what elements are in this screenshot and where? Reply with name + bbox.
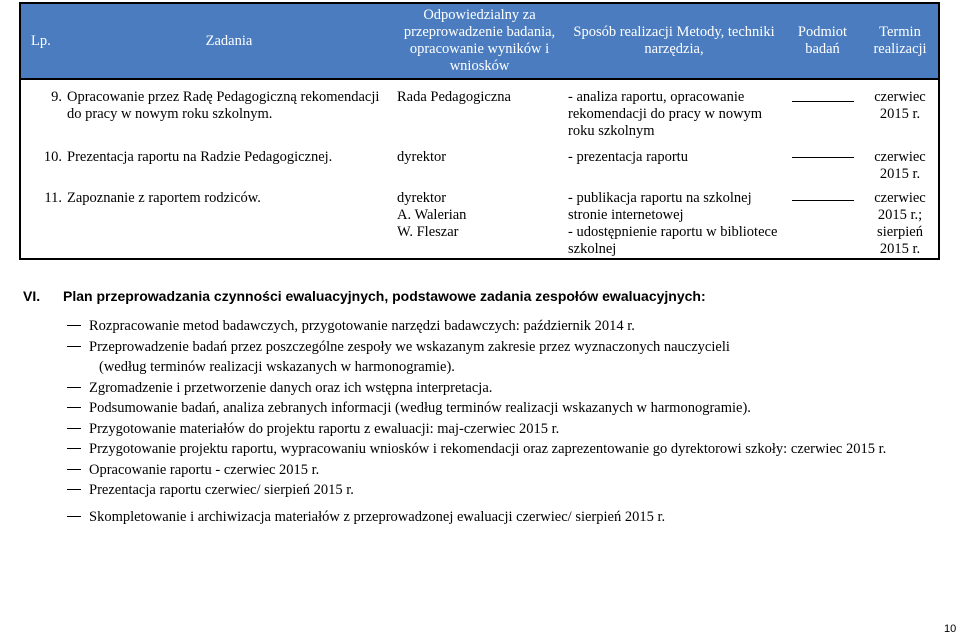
row-sposob: - analiza raportu, opracowanie rekomendacji do pracy w nowym roku szkolnym: [568, 89, 763, 139]
row-zadanie: Zapoznanie z raportem rodziców.: [64, 183, 394, 259]
header-termin: Termin realizacji: [862, 3, 939, 79]
header-sposob: Sposób realizacji Metody, techniki narzędzia,: [565, 3, 783, 79]
schedule-table: [19, 2, 940, 260]
list-item: [67, 398, 947, 419]
termin-line: 2015 r.: [879, 241, 921, 257]
row-zadanie: Opracowanie przez Radę Pedagogiczną rekomendacji do pracy w nowym roku szkolnym.: [67, 89, 380, 122]
list-item-text: Podsumowanie badań, analiza zebranych informacji (według terminów realizacji wskazanych w harmonogramie).: [89, 400, 751, 416]
list-item-text: Przygotowanie materiałów do projektu raportu z ewaluacji: maj-czerwiec 2015 r.: [89, 420, 560, 437]
page-number: 10: [944, 623, 957, 635]
row-zadanie: Prezentacja raportu na Radzie Pedagogicznej.: [67, 149, 333, 165]
method-line: - publikacja raportu na szkolnej stronie internetowej: [568, 190, 752, 223]
row-podmiot: [783, 79, 862, 143]
row-odpowiedzialny: Rada Pedagogiczna: [397, 89, 511, 105]
header-zadania: Zadania: [64, 3, 394, 79]
responsible-line: dyrektor: [397, 190, 447, 206]
table-row: [20, 183, 939, 259]
row-termin: [862, 183, 939, 259]
termin-line: czerwiec: [874, 190, 926, 206]
list-item-text: Prezentacja raportu czerwiec/ sierpień 2015 r.: [89, 482, 354, 498]
table-row: [20, 143, 939, 183]
method-line: - udostępnienie raportu w bibliotece szkolnej: [568, 224, 778, 257]
section-title: Plan przeprowadzania czynności ewaluacyjnych, podstawowe zadania zespołów ewaluacyjnych:: [63, 288, 706, 304]
header-odpowiedzialny: Odpowiedzialny za przeprowadzenie badania, opracowanie wyników i wniosków: [394, 3, 565, 79]
row-sposob: [565, 183, 783, 259]
dash-bullet-icon: [67, 469, 81, 470]
list-item-text: Zgromadzenie i przetworzenie danych oraz ich wstępna interpretacja.: [89, 379, 493, 396]
row-odpowiedzialny: dyrektor: [397, 149, 447, 165]
row-lp: 11.: [20, 183, 64, 259]
termin-line: czerwiec: [874, 149, 926, 165]
list-item: [67, 460, 947, 481]
responsible-line: A. Walerian: [397, 207, 467, 223]
table-header-row: [20, 3, 939, 79]
list-item-text: Przeprowadzenie badań przez poszczególne zespoły we wskazanym zakresie przez wyznaczonych nauczycieli: [89, 338, 730, 355]
evaluation-plan-section: [23, 288, 943, 525]
row-sposob: - prezentacja raportu: [568, 149, 688, 165]
empty-dash-line: [792, 157, 854, 158]
empty-dash-line: [792, 101, 854, 102]
row-termin: [862, 143, 939, 183]
header-podmiot: Podmiot badań: [783, 3, 862, 79]
dash-bullet-icon: [67, 516, 81, 517]
list-item: [67, 419, 947, 440]
list-item: [67, 316, 947, 337]
list-item: [67, 337, 947, 378]
dash-bullet-icon: [67, 387, 81, 388]
termin-line: 2015 r.: [879, 166, 921, 182]
table-row: [20, 79, 939, 143]
termin-line: czerwiec: [874, 89, 926, 105]
section-heading: [23, 288, 943, 304]
dash-bullet-icon: [67, 407, 81, 408]
dash-bullet-icon: [67, 489, 81, 490]
list-item-text: Przygotowanie projektu raportu, wypracowaniu wniosków i rekomendacji oraz zaprezentowanie go dyrektorowi szkoły: czerwiec 2015 r.: [89, 441, 887, 457]
list-item: [67, 480, 947, 501]
row-podmiot: [783, 143, 862, 183]
list-item-continuation: (według terminów realizacji wskazanych w harmonogramie).: [99, 359, 455, 375]
row-lp: 10.: [20, 143, 64, 183]
row-termin: [862, 79, 939, 143]
section-number: VI.: [23, 288, 41, 304]
dash-bullet-icon: [67, 448, 81, 449]
list-item: [67, 378, 947, 399]
responsible-line: W. Fleszar: [397, 224, 459, 240]
row-podmiot: [783, 183, 862, 259]
header-lp: Lp.: [20, 3, 64, 79]
dash-bullet-icon: [67, 428, 81, 429]
list-item-text: Opracowanie raportu - czerwiec 2015 r.: [89, 461, 320, 478]
empty-dash-line: [792, 200, 854, 201]
row-odpowiedzialny: [394, 183, 565, 259]
list-item-text: Skompletowanie i archiwizacja materiałów z przeprowadzonej ewaluacji czerwiec/ sierpień 2015 r.: [89, 508, 666, 525]
list-item: [67, 507, 947, 528]
task-list: [67, 316, 947, 527]
termin-line: 2015 r.: [879, 106, 921, 122]
termin-line: sierpień: [877, 224, 923, 240]
termin-line: 2015 r.;: [877, 207, 923, 223]
row-lp: 9.: [20, 79, 64, 143]
dash-bullet-icon: [67, 346, 81, 347]
list-item-text: Rozpracowanie metod badawczych, przygotowanie narzędzi badawczych: październik 2014 r.: [89, 318, 635, 334]
dash-bullet-icon: [67, 325, 81, 326]
list-item: [67, 439, 947, 460]
